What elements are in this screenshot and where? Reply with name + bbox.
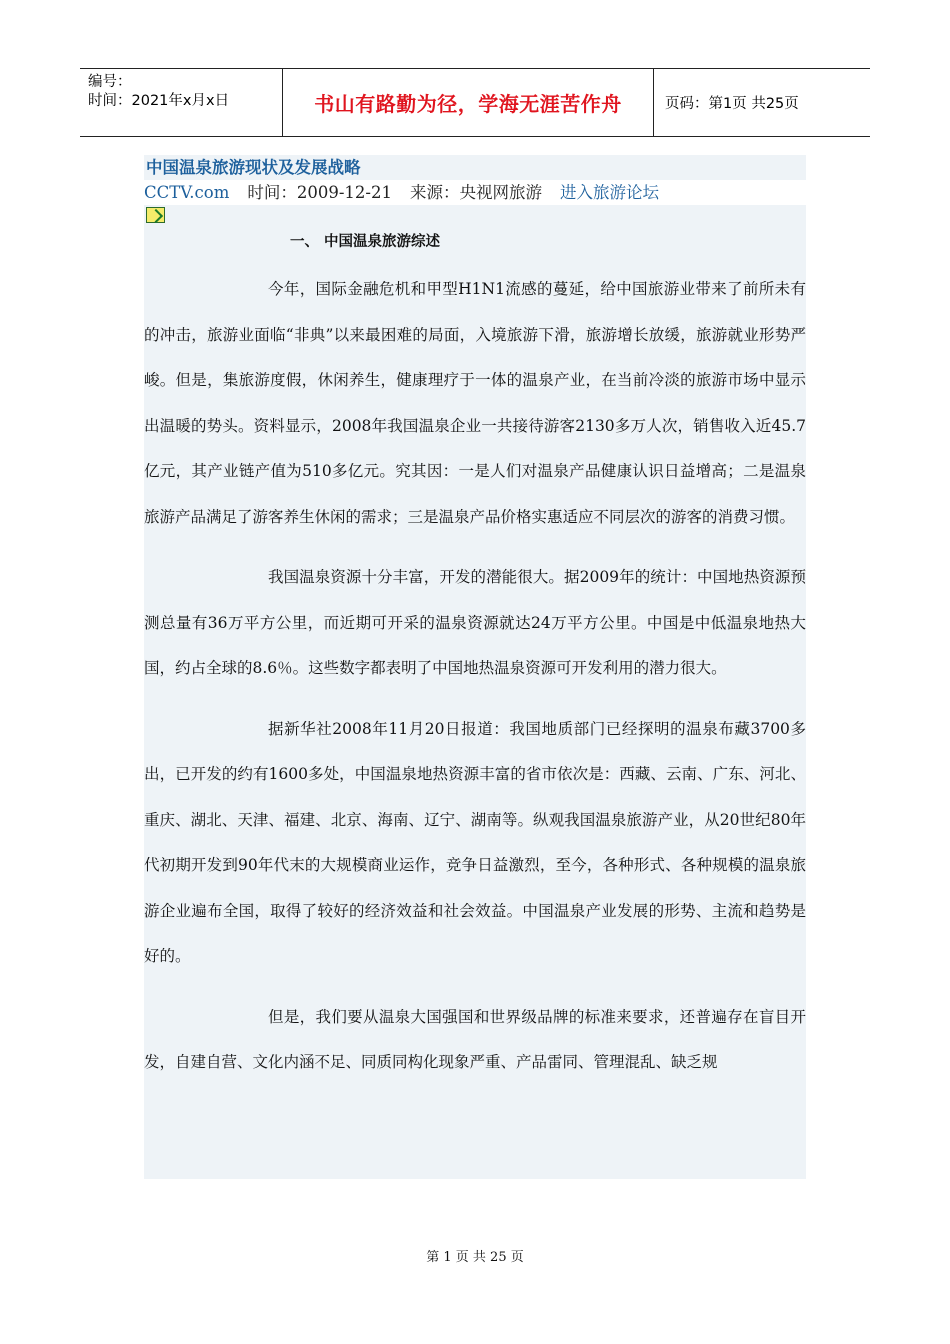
- paragraph-3: 据新华社2008年11月20日报道：我国地质部门已经探明的温泉布藏3700多出，已开发的约有1600多处，中国温泉地热资源丰富的省市依次是：西藏、云南、广东、河北、重庆、湖北、天津、福建、北京、海南、辽宁、湖南等。纵观我国温泉旅游产业，从20世纪80年代初期开发到90年代末的大规模商业运作，竞争日益激烈，至今，各种形式、各种规模的温泉旅游企业遍布全国，取得了较好的经济效益和社会效益。中国温泉产业发展的形势、主流和趋势是好的。: [144, 719, 806, 965]
- paragraph-4: 但是，我们要从温泉大国强国和世界级品牌的标准来要求，还普遍存在盲目开发，自建自营、文化内涵不足、同质同构化现象严重、产品雷同、管理混乱、缺乏规: [144, 1007, 806, 1071]
- document-header: [80, 68, 870, 137]
- header-motto-cell: [282, 69, 654, 136]
- article-content: [144, 155, 806, 1179]
- paragraph-1: 今年，国际金融危机和甲型H1N1流感的蔓延，给中国旅游业带来了前所未有的冲击，旅游业面临“非典”以来最困难的局面，入境旅游下滑，旅游增长放缓，旅游就业形势严峻。但是，集旅游度假，休闲养生，健康理疗于一体的温泉产业，在当前冷淡的旅游市场中显示出温暖的势头。资料显示，2008年我国温泉企业一共接待游客2130多万人次，销售收入近45.7亿元，其产业链产值为510多亿元。究其因：一是人们对温泉产品健康认识日益增高；二是温泉旅游产品满足了游客养生休闲的需求；三是温泉产品价格实惠适应不同层次的游客的消费习惯。: [144, 280, 806, 526]
- page-footer: 第 1 页 共 25 页: [426, 1250, 524, 1265]
- article-meta: [144, 180, 806, 205]
- article-title: 中国温泉旅游现状及发展战略: [144, 155, 806, 180]
- icon-row: [144, 205, 806, 227]
- section-heading: 一、 中国温泉旅游综述: [290, 234, 441, 250]
- article-source: 来源：央视网旅游: [410, 183, 542, 202]
- publish-time: 时间：2009-12-21: [247, 183, 392, 202]
- number-label: 编号：: [88, 74, 132, 90]
- motto-text: 书山有路勤为径，学海无涯苦作舟: [314, 92, 622, 116]
- site-name: CCTV.com: [144, 183, 230, 202]
- header-page-cell: [654, 69, 870, 136]
- header-info-cell: [80, 69, 282, 136]
- article-body: [144, 205, 806, 1179]
- paragraph-2: 我国温泉资源十分丰富，开发的潜能很大。据2009年的统计：中国地热资源预测总量有36万平方公里，而近期可开采的温泉资源就达24万平方公里。中国是中低温泉地热大国，约占全球的8.6％。这些数字都表明了中国地热温泉资源可开发利用的潜力很大。: [144, 568, 806, 677]
- forum-link[interactable]: 进入旅游论坛: [560, 183, 659, 202]
- time-label: 时间：2021年x月x日: [88, 93, 230, 109]
- page-label: 页码：第1页 共25页: [665, 96, 799, 112]
- speaker-icon[interactable]: [146, 207, 165, 223]
